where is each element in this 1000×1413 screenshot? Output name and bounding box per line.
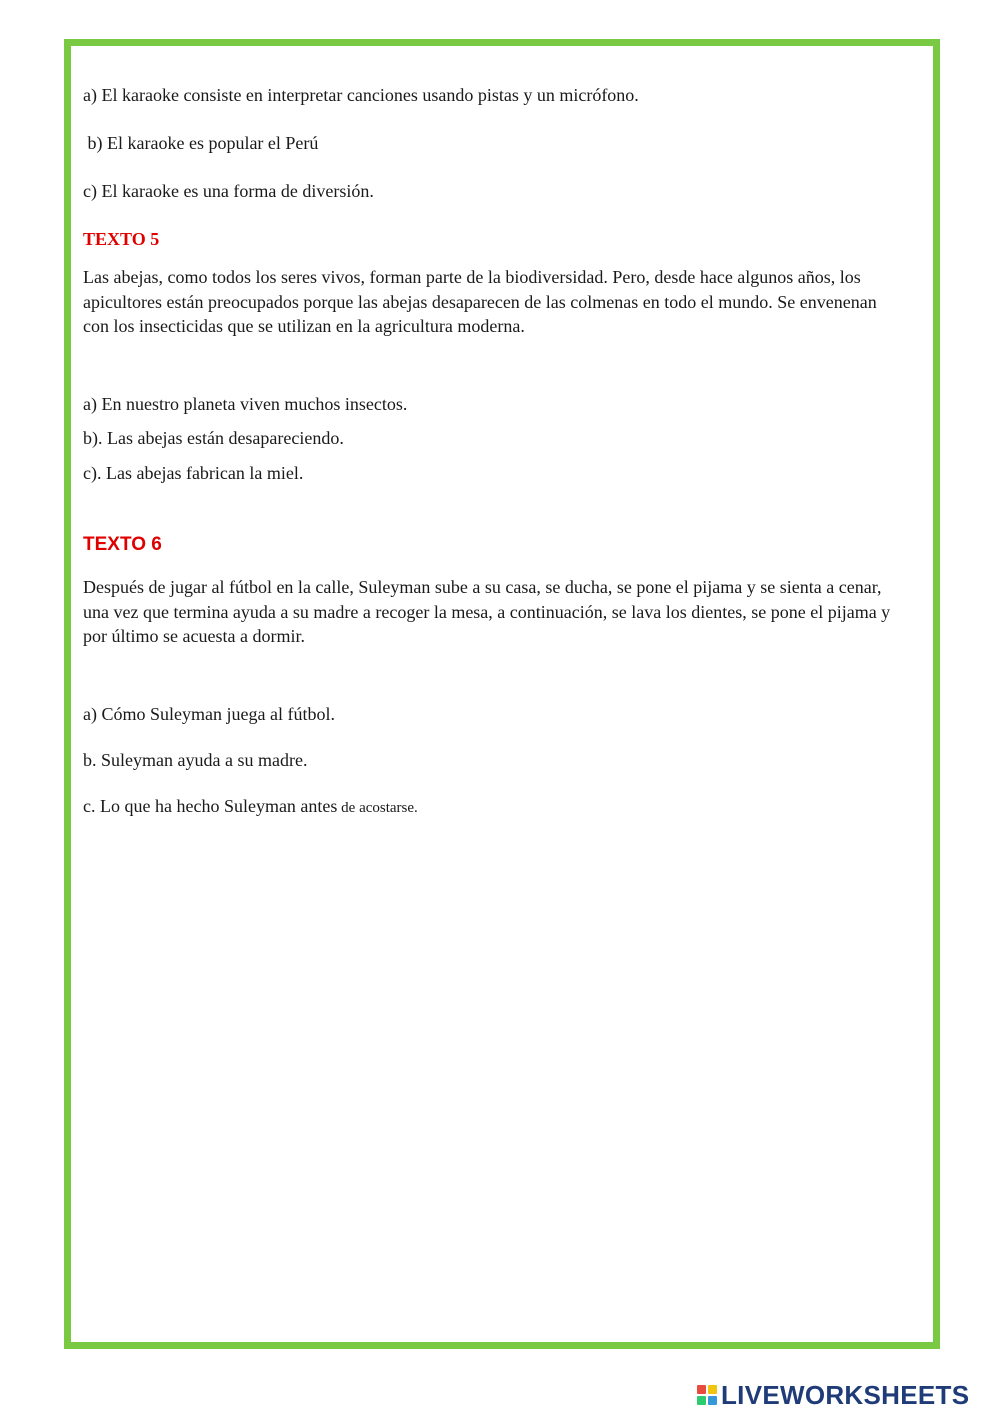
texto-5-option-a: a) En nuestro planeta viven muchos insectos.	[83, 394, 408, 414]
texto-5-option-c: c). Las abejas fabrican la miel.	[83, 463, 304, 483]
texto-6-option-c	[83, 794, 418, 820]
page-border	[64, 39, 940, 1349]
texto-5-paragraph: Las abejas, como todos los seres vivos, forman parte de la biodiversidad. Pero, desde hace algunos años, los apicultores están preocupados porque las abejas desaparecen de las colmenas en todo el mundo. Se envenenan con los insecticidas que se utilizan en la agricultura moderna.	[83, 267, 877, 336]
texto-6-option-a: a) Cómo Suleyman juega al fútbol.	[83, 704, 335, 724]
texto-6-heading: TEXTO 6	[83, 534, 162, 555]
liveworksheets-logo-icon	[697, 1385, 717, 1405]
logo-tile	[708, 1385, 717, 1394]
texto-6-paragraph: Después de jugar al fútbol en la calle, Suleyman sube a su casa, se ducha, se pone el pijama y se sienta a cenar, una vez que termina ayuda a su madre a recoger la mesa, a continuación, se lava los dientes, se pone el pijama y por último se acuesta a dormir.	[83, 577, 891, 646]
texto-5-option-b: b). Las abejas están desapareciendo.	[83, 428, 344, 448]
liveworksheets-wordmark: LIVEWORKSHEETS	[721, 1379, 970, 1410]
karaoke-option-c: c) El karaoke es una forma de diversión.	[83, 181, 374, 201]
texto-6-option-b: b. Suleyman ayuda a su madre.	[83, 750, 308, 770]
karaoke-option-a: a) El karaoke consiste en interpretar canciones usando pistas y un micrófono.	[83, 85, 639, 105]
texto-6-option-c-tail: de acostarse.	[337, 800, 418, 816]
logo-tile	[708, 1396, 717, 1405]
liveworksheets-brand	[697, 1378, 969, 1412]
karaoke-option-b: b) El karaoke es popular el Perú	[83, 133, 319, 153]
logo-tile	[697, 1385, 706, 1394]
logo-tile	[697, 1396, 706, 1405]
texto-6-option-c-main: c. Lo que ha hecho Suleyman antes	[83, 796, 338, 816]
texto-5-heading: TEXTO 5	[83, 229, 160, 249]
